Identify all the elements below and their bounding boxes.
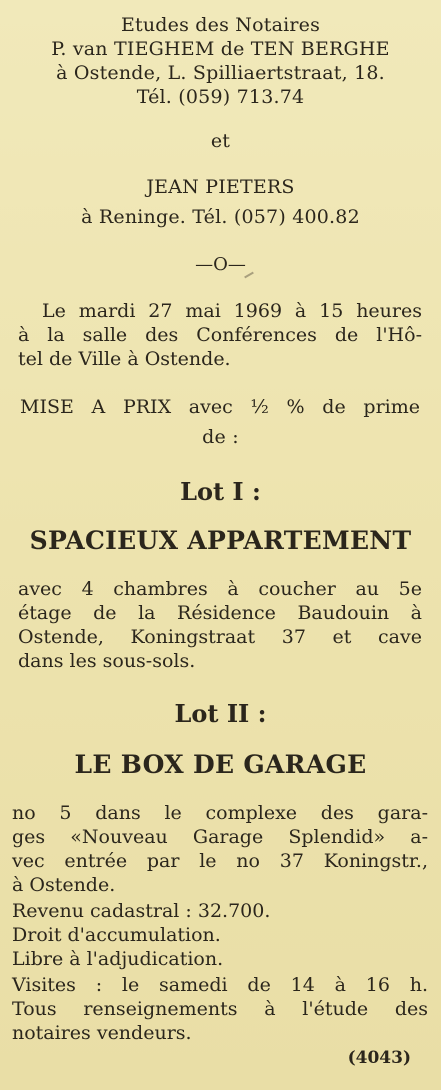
lot-2-availability: Libre à l'adjudication. <box>12 948 224 970</box>
lot-2-desc-2: ges «Nouveau Garage Splendid» a- <box>12 826 428 848</box>
sale-venue-line-1: à la salle des Conférences de l'Hô- <box>18 324 422 346</box>
lot-2-info-1: Tous renseignements à l'étude des <box>12 998 428 1020</box>
notice-reference: (4043) <box>347 1048 411 1068</box>
lot-1-desc-2: étage de la Résidence Baudouin à <box>18 602 422 624</box>
lot-1-desc-1: avec 4 chambres à coucher au 5e <box>18 578 422 600</box>
header-studies: Etudes des Notaires <box>120 14 321 36</box>
lot-2-info-2: notaires vendeurs. <box>12 1022 192 1044</box>
lot-2-revenue: Revenu cadastral : 32.700. <box>12 900 271 922</box>
sale-date-line: Le mardi 27 mai 1969 à 15 heures <box>42 300 422 322</box>
lot-2-visits: Visites : le samedi de 14 à 16 h. <box>12 974 428 996</box>
header-conjunction: et <box>210 130 231 152</box>
price-line-1: MISE A PRIX avec ½ % de prime <box>20 396 420 418</box>
lot-1-desc-3: Ostende, Koningstraat 37 et cave <box>18 626 422 648</box>
lot-2-desc-3: vec entrée par le no 37 Koningstr., <box>12 850 428 872</box>
lot-1-title: SPACIEUX APPARTEMENT <box>29 526 412 555</box>
lot-2-title: LE BOX DE GARAGE <box>74 750 367 779</box>
sale-venue-line-2: tel de Ville à Ostende. <box>18 348 231 370</box>
lot-2-desc-1: no 5 dans le complexe des gara- <box>12 802 428 824</box>
price-line-2: de : <box>202 426 239 448</box>
lot-2-desc-4: à Ostende. <box>12 874 116 896</box>
header-address-2: à Reninge. Tél. (057) 400.82 <box>81 206 360 228</box>
header-phone-1: Tél. (059) 713.74 <box>136 86 305 108</box>
header-address-1: à Ostende, L. Spilliaertstraat, 18. <box>56 62 385 84</box>
lot-2-right: Droit d'accumulation. <box>12 924 221 946</box>
header-notary-2: JEAN PIETERS <box>146 176 295 198</box>
header-notary-1: P. van TIEGHEM de TEN BERGHE <box>51 38 390 60</box>
separator-mark: —O— <box>195 254 246 275</box>
lot-2-label: Lot II : <box>174 699 267 728</box>
lot-1-desc-4: dans les sous-sols. <box>18 650 196 672</box>
lot-1-label: Lot I : <box>180 477 261 506</box>
